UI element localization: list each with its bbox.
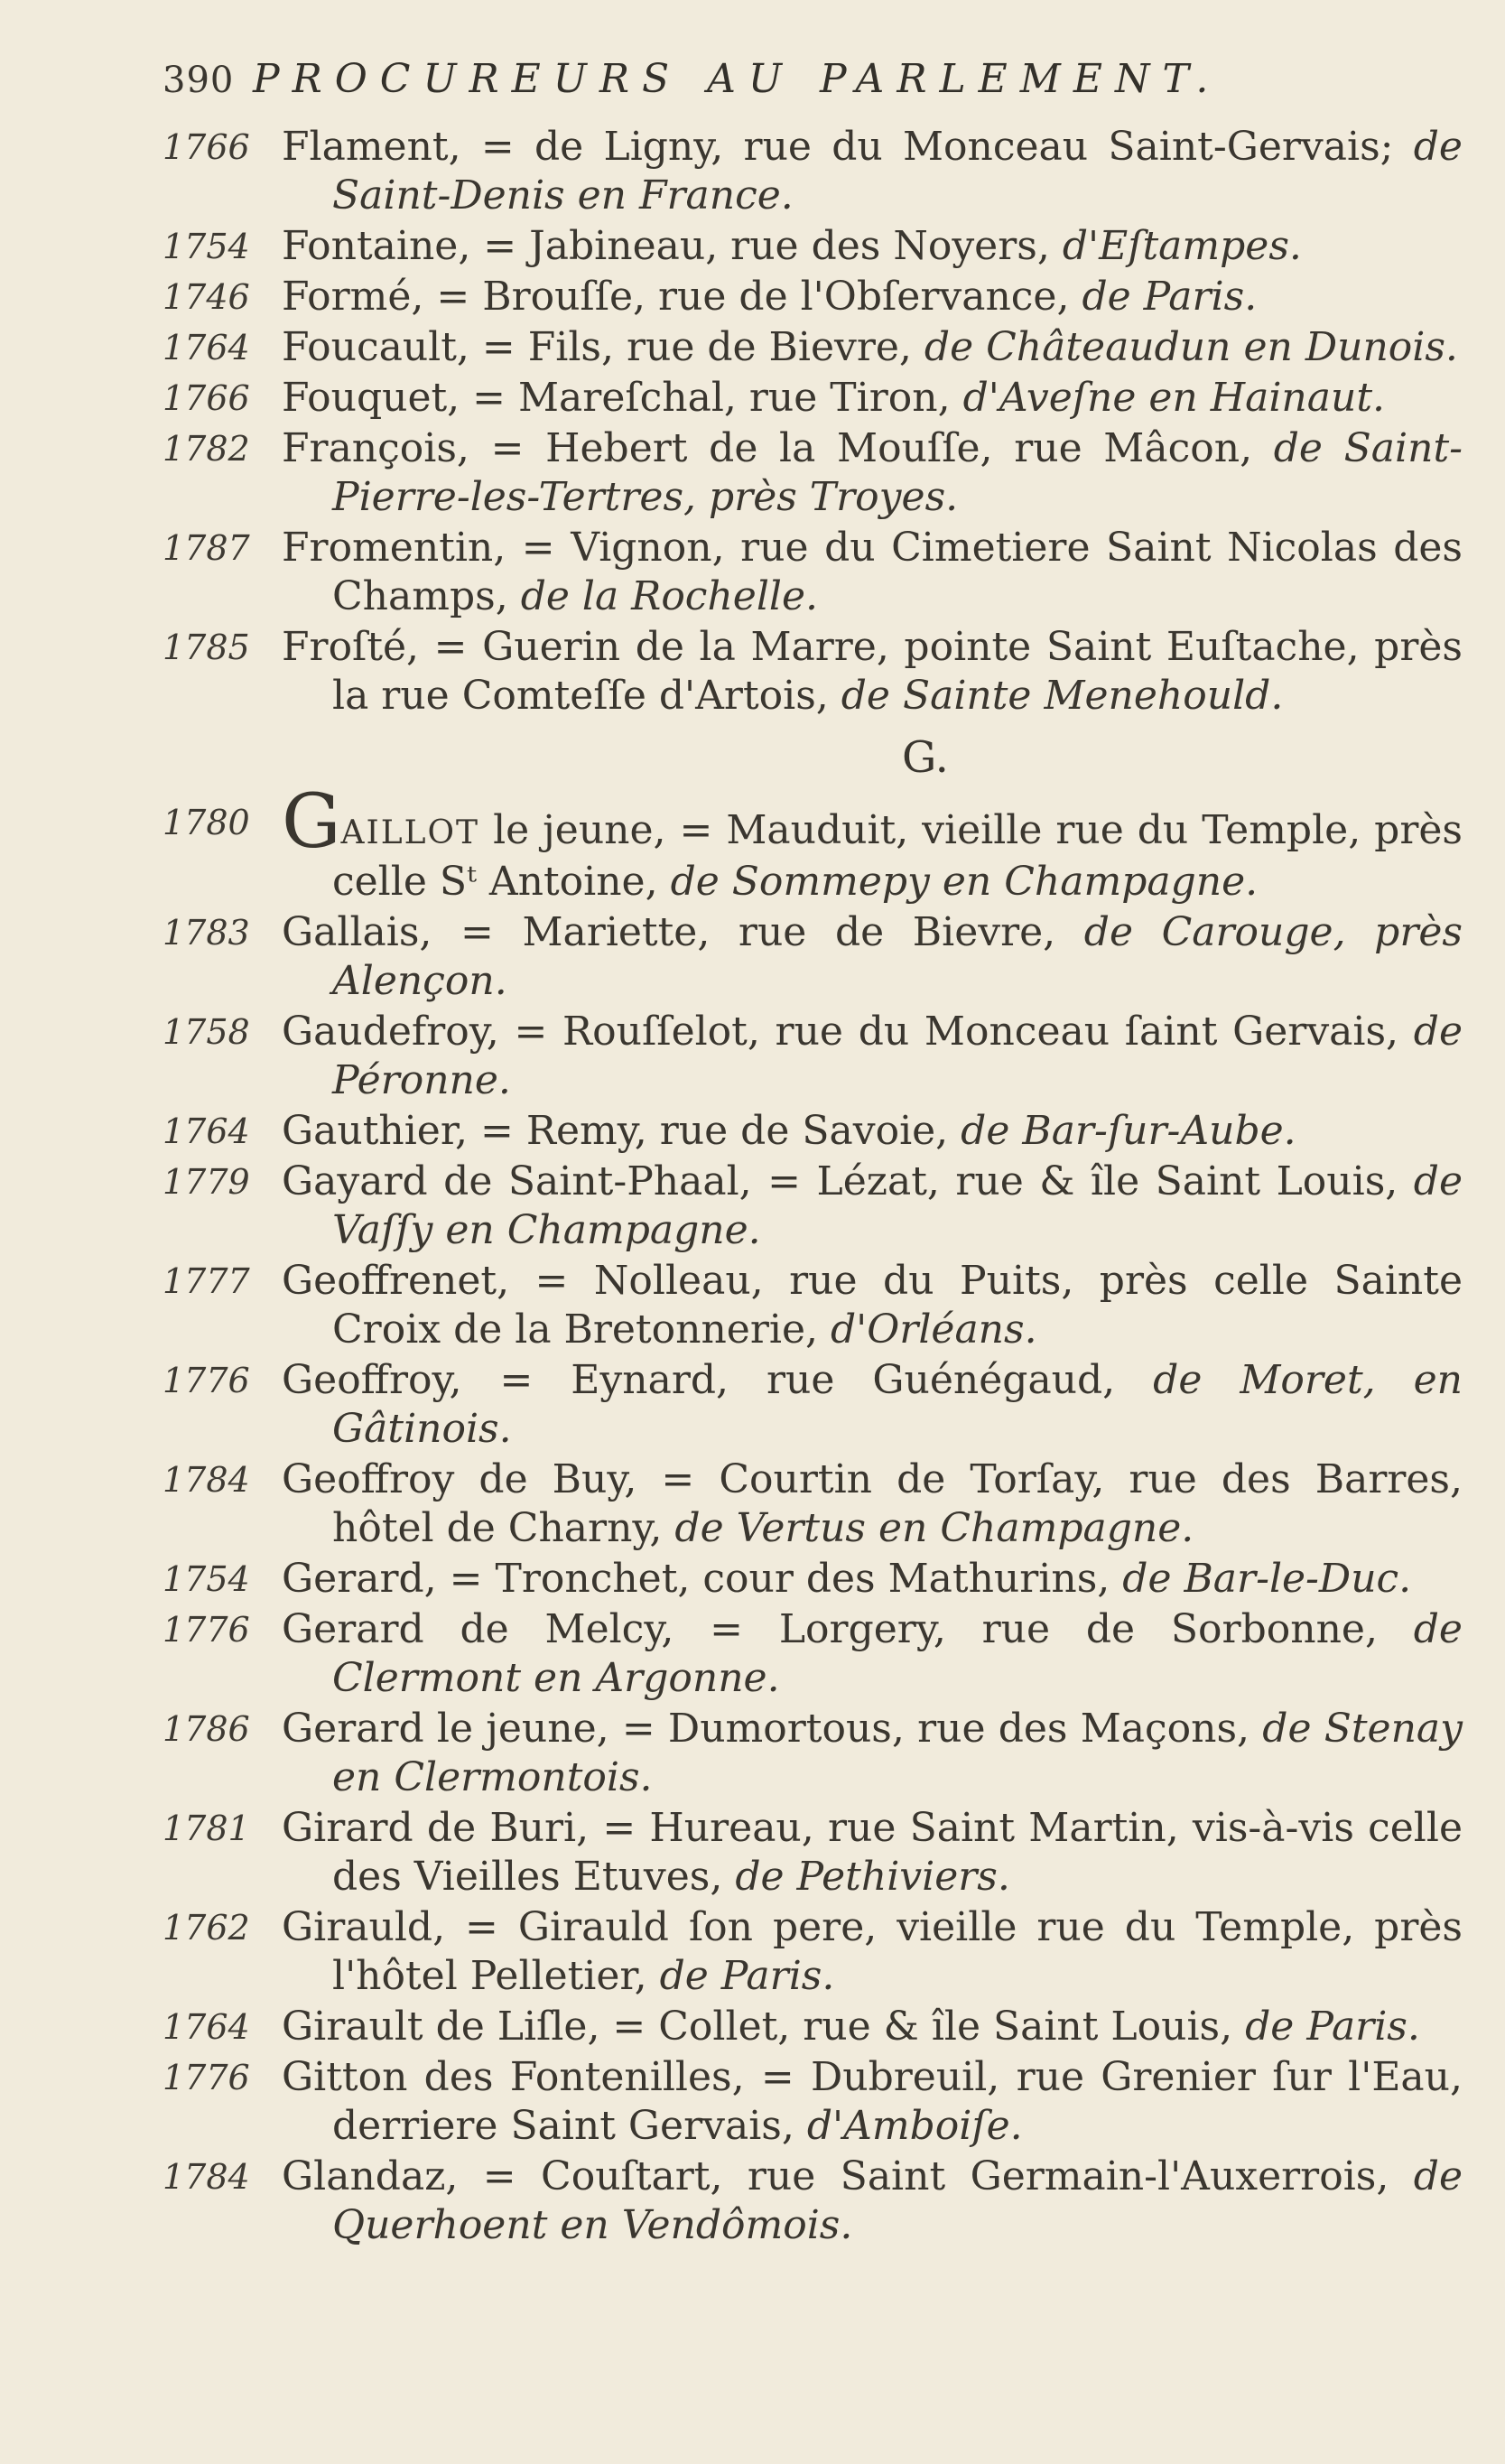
entry-place: de Stenay en Clermontois.	[332, 1706, 1463, 1800]
entry-text	[282, 1257, 1463, 1354]
list-item	[163, 2153, 1463, 2250]
entry-year: 1776	[163, 1610, 250, 1650]
list-item	[163, 374, 1463, 423]
list-item	[163, 623, 1463, 721]
entry-text	[282, 623, 1463, 721]
entry-body: Girault de Liſle, = Collet, rue & île Saint Louis,	[282, 2004, 1233, 2050]
entry-text	[282, 1555, 1463, 1604]
entry-place: de Bar-ſur-Aube.	[961, 1108, 1296, 1154]
running-head: PROCUREURS AU PARLEMENT.	[253, 56, 1222, 102]
page-number: 390	[163, 60, 235, 101]
entry-place: de Clermont en Argonne.	[332, 1606, 1463, 1701]
entry-body: François, = Hebert de la Mouſſe, rue Mâcon,	[282, 425, 1253, 471]
entry-text	[282, 1008, 1463, 1105]
entry-text	[282, 1107, 1463, 1156]
list-item	[163, 273, 1463, 321]
entry-place: de Bar-le-Duc.	[1122, 1556, 1412, 1602]
entry-year: 1784	[163, 1460, 250, 1500]
list-item	[163, 1107, 1463, 1156]
entry-place: de Saint-Denis en France.	[332, 124, 1463, 219]
list-item	[163, 123, 1463, 220]
entry-body: Fromentin, = Vignon, rue du Cimetiere Saint Nicolas des Champs,	[282, 525, 1463, 619]
list-item	[163, 222, 1463, 271]
entry-body: Gerard de Melcy, = Lorgery, rue de Sorbonne,	[282, 1606, 1378, 1652]
entry-body: Gitton des Fontenilles, = Dubreuil, rue Grenier ſur l'Eau, derriere Saint Gervais,	[282, 2054, 1463, 2149]
entry-year: 1762	[163, 1908, 250, 1948]
list-item	[163, 1158, 1463, 1255]
entry-text	[282, 2053, 1463, 2151]
entry-place: de Saint-Pierre-les-Tertres, près Troyes.	[332, 425, 1463, 520]
entry-place: d'Aveſne en Hainaut.	[962, 375, 1385, 421]
entry-year: 1782	[163, 429, 250, 469]
list-item	[163, 2053, 1463, 2151]
section-letter-g: G.	[902, 732, 949, 783]
list-item	[163, 1008, 1463, 1105]
list-item	[163, 1903, 1463, 2001]
entry-place: de Péronne.	[332, 1009, 1463, 1103]
entry-place: de Paris.	[1245, 2004, 1420, 2050]
list-item	[163, 424, 1463, 522]
entries-f-list	[163, 123, 1463, 721]
entry-body: Glandaz, = Couſtart, rue Saint Germain-l'Auxerrois,	[282, 2153, 1389, 2199]
entry-body: Gayard de Saint-Phaal, = Lézat, rue & île Saint Louis,	[282, 1158, 1398, 1204]
entry-body: Froſté, = Guerin de la Marre, pointe Saint Euſtache, près la rue Comteſſe d'Artois,	[282, 624, 1463, 719]
entry-text	[282, 908, 1463, 1006]
drop-cap: G	[282, 779, 341, 865]
entry-year: 1754	[163, 1559, 250, 1599]
entry-body: Geoffroy de Buy, = Courtin de Torſay, rue des Barres, hôtel de Charny,	[282, 1456, 1463, 1551]
entry-text	[282, 273, 1463, 321]
entry-text	[282, 1158, 1463, 1255]
entry-text	[282, 1705, 1463, 1802]
entry-year: 1781	[163, 1808, 250, 1848]
entry-year: 1777	[163, 1261, 250, 1301]
entry-year: 1787	[163, 528, 250, 568]
entry-year: 1746	[163, 277, 250, 317]
entry-place: de Vaſſy en Champagne.	[332, 1158, 1463, 1253]
entry-text	[282, 779, 1463, 907]
entry-body: Girard de Buri, = Hureau, rue Saint Martin, vis-à-vis celle des Vieilles Etuves,	[282, 1805, 1463, 1900]
entry-body: Girauld, = Girauld ſon pere, vieille rue du Temple, près l'hôtel Pelletier,	[282, 1904, 1463, 1999]
list-item	[163, 2003, 1463, 2051]
entry-text	[282, 323, 1463, 372]
entry-year: 1754	[163, 227, 250, 266]
entry-place: d'Amboiſe.	[806, 2103, 1023, 2149]
entry-year: 1776	[163, 1361, 250, 1400]
entry-body: Gerard, = Tronchet, cour des Mathurins,	[282, 1556, 1110, 1602]
entry-place: de Châteaudun en Dunois.	[924, 324, 1458, 370]
entry-body: Geoffrenet, = Nolleau, rue du Puits, près celle Sainte Croix de la Bretonnerie,	[282, 1258, 1463, 1353]
entry-place: de Sommepy en Champagne.	[670, 859, 1259, 905]
entry-name-smallcaps: AILLOT	[340, 814, 480, 851]
list-item	[163, 524, 1463, 621]
entry-year: 1764	[163, 1111, 250, 1151]
list-item	[163, 1555, 1463, 1604]
entry-year: 1786	[163, 1709, 250, 1749]
entry-year: 1764	[163, 328, 250, 367]
entry-text	[282, 424, 1463, 522]
entry-place: de Querhoent en Vendômois.	[332, 2153, 1463, 2248]
entry-place: d'Orléans.	[830, 1306, 1037, 1353]
entry-text	[282, 2003, 1463, 2051]
entry-text	[282, 1455, 1463, 1553]
entry-place: de Paris.	[659, 1953, 835, 1999]
list-item	[163, 1257, 1463, 1354]
entry-place: de Vertus en Champagne.	[674, 1505, 1194, 1551]
entry-body: Geoffroy, = Eynard, rue Guénégaud,	[282, 1357, 1116, 1403]
list-item	[163, 779, 1463, 907]
entry-body: Fontaine, = Jabineau, rue des Noyers,	[282, 223, 1050, 269]
list-item	[163, 1605, 1463, 1703]
list-item	[163, 1356, 1463, 1454]
page-header	[163, 56, 1463, 116]
entry-text	[282, 1804, 1463, 1901]
entry-text	[282, 524, 1463, 621]
entry-text	[282, 1903, 1463, 2001]
entry-year: 1779	[163, 1162, 250, 1202]
entry-year: 1780	[163, 803, 250, 842]
list-item	[163, 1705, 1463, 1802]
entry-year: 1766	[163, 127, 250, 167]
entry-year: 1785	[163, 628, 250, 667]
list-item	[163, 908, 1463, 1006]
entry-place: de Moret, en Gâtinois.	[332, 1357, 1463, 1452]
entry-body: Gauthier, = Remy, rue de Savoie,	[282, 1108, 949, 1154]
entry-text	[282, 2153, 1463, 2250]
list-item	[163, 1455, 1463, 1553]
entry-text	[282, 1605, 1463, 1703]
entry-year: 1784	[163, 2157, 250, 2197]
entry-place: de la Rochelle.	[520, 573, 818, 619]
entry-body: le jeune, = Mauduit, vieille rue du Temple, près celle Sᵗ Antoine,	[332, 807, 1463, 905]
entry-year: 1783	[163, 913, 250, 953]
entry-place: de Sainte Menehould.	[841, 673, 1284, 719]
entry-body: Foucault, = Fils, rue de Bievre,	[282, 324, 912, 370]
entry-place: d'Eſtampes.	[1062, 223, 1302, 269]
entry-body: Flament, = de Ligny, rue du Monceau Saint-Gervais;	[282, 124, 1394, 170]
entry-text	[282, 374, 1463, 423]
entry-body: Gaudefroy, = Rouſſelot, rue du Monceau ſaint Gervais,	[282, 1009, 1399, 1055]
entry-year: 1764	[163, 2007, 250, 2047]
entry-text	[282, 123, 1463, 220]
list-item	[163, 323, 1463, 372]
book-page	[163, 56, 1463, 2252]
entry-place: de Paris.	[1082, 274, 1258, 320]
entries-g-list	[163, 779, 1463, 2250]
entry-year: 1776	[163, 2058, 250, 2097]
entry-year: 1758	[163, 1012, 250, 1052]
entry-place: de Carouge, près Alençon.	[332, 909, 1463, 1004]
entry-body: Gerard le jeune, = Dumortous, rue des Maçons,	[282, 1706, 1250, 1752]
entry-body: Formé, = Brouſſe, rue de l'Obſervance,	[282, 274, 1070, 320]
entry-year: 1766	[163, 378, 250, 418]
entry-text	[282, 1356, 1463, 1454]
entry-place: de Pethiviers.	[735, 1854, 1010, 1900]
entry-body: Fouquet, = Mareſchal, rue Tiron,	[282, 375, 951, 421]
entry-body: Gallais, = Mariette, rue de Bievre,	[282, 909, 1056, 955]
entry-text	[282, 222, 1463, 271]
list-item	[163, 1804, 1463, 1901]
